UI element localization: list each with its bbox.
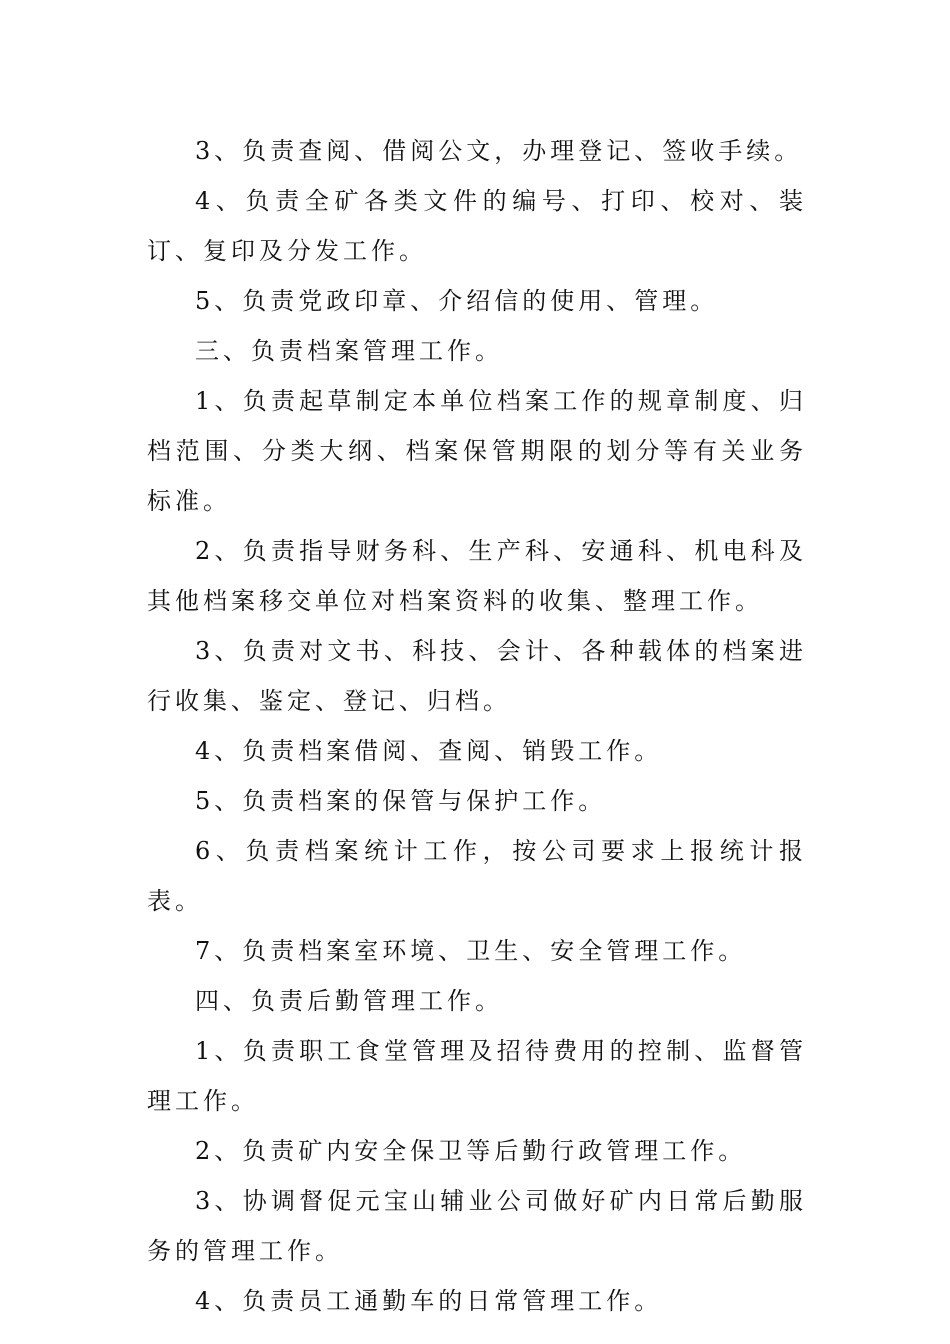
paragraph-5: 1、负责起草制定本单位档案工作的规章制度、归档范围、分类大纲、档案保管期限的划分等有关业务标准。 xyxy=(147,387,807,515)
section-heading-4: 四、负责后勤管理工作。 xyxy=(195,987,503,1015)
paragraph-2: 4、负责全矿各类文件的编号、打印、校对、装订、复印及分发工作。 xyxy=(147,187,807,265)
paragraph-1: 3、负责查阅、借阅公文，办理登记、签收手续。 xyxy=(195,137,803,165)
paragraph-14: 2、负责矿内安全保卫等后勤行政管理工作。 xyxy=(195,1137,747,1165)
paragraph-15: 3、协调督促元宝山辅业公司做好矿内日常后勤服务的管理工作。 xyxy=(147,1187,807,1265)
paragraph-6: 2、负责指导财务科、生产科、安通科、机电科及其他档案移交单位对档案资料的收集、整理工作。 xyxy=(147,537,807,615)
section-heading-3: 三、负责档案管理工作。 xyxy=(195,337,503,365)
paragraph-7: 3、负责对文书、科技、会计、各种载体的档案进行收集、鉴定、登记、归档。 xyxy=(147,637,807,715)
paragraph-9: 5、负责档案的保管与保护工作。 xyxy=(195,787,607,815)
paragraph-16: 4、负责员工通勤车的日常管理工作。 xyxy=(195,1287,663,1315)
paragraph-13: 1、负责职工食堂管理及招待费用的控制、监督管理工作。 xyxy=(147,1037,807,1115)
paragraph-3: 5、负责党政印章、介绍信的使用、管理。 xyxy=(195,287,719,315)
paragraph-8: 4、负责档案借阅、查阅、销毁工作。 xyxy=(195,737,663,765)
paragraph-11: 7、负责档案室环境、卫生、安全管理工作。 xyxy=(195,937,747,965)
document-body xyxy=(147,126,807,1326)
paragraph-10: 6、负责档案统计工作，按公司要求上报统计报表。 xyxy=(147,837,807,915)
